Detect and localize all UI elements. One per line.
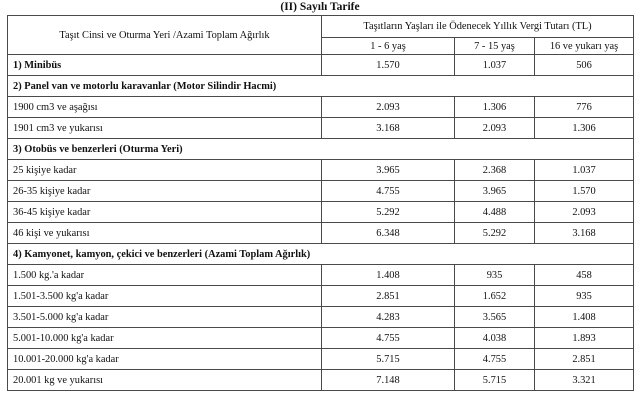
row-label: 1.500 kg.'a kadar — [8, 265, 322, 286]
table-row — [8, 118, 634, 139]
table-cell: 5.292 — [322, 202, 455, 223]
table-row — [8, 265, 634, 286]
table-cell: 4.038 — [455, 328, 535, 349]
table-row — [8, 160, 634, 181]
table-cell: 4.488 — [455, 202, 535, 223]
table-cell: 1.408 — [535, 307, 634, 328]
table-row — [8, 349, 634, 370]
table-cell: 2.368 — [455, 160, 535, 181]
section-row-bus — [8, 139, 634, 160]
section-row-panel-van — [8, 76, 634, 97]
section-row-minibus — [8, 55, 634, 76]
table-row — [8, 286, 634, 307]
table-row — [8, 370, 634, 391]
row-label: 36-45 kişiye kadar — [8, 202, 322, 223]
row-label: 1900 cm3 ve aşağısı — [8, 97, 322, 118]
row-label: 1901 cm3 ve yukarısı — [8, 118, 322, 139]
table-cell: 3.565 — [455, 307, 535, 328]
section-label: 3) Otobüs ve benzerleri (Oturma Yeri) — [8, 139, 634, 160]
row-label: 20.001 kg ve yukarısı — [8, 370, 322, 391]
table-row — [8, 97, 634, 118]
header-age-1: 1 - 6 yaş — [322, 38, 455, 55]
section-label: 1) Minibüs — [8, 55, 322, 76]
table-cell: 3.168 — [535, 223, 634, 244]
table-cell: 3.168 — [322, 118, 455, 139]
table-cell: 1.037 — [535, 160, 634, 181]
tariff-table — [7, 15, 634, 391]
table-cell: 2.093 — [455, 118, 535, 139]
table-row — [8, 328, 634, 349]
row-label: 10.001-20.000 kg'a kadar — [8, 349, 322, 370]
table-cell: 6.348 — [322, 223, 455, 244]
table-cell: 1.037 — [455, 55, 535, 76]
table-cell: 506 — [535, 55, 634, 76]
table-cell: 4.755 — [322, 181, 455, 202]
table-cell: 5.715 — [322, 349, 455, 370]
table-cell: 4.755 — [322, 328, 455, 349]
table-cell: 5.715 — [455, 370, 535, 391]
table-cell: 935 — [535, 286, 634, 307]
header-tax-amount: Taşıtların Yaşları ile Ödenecek Yıllık Vergi Tutarı (TL) — [322, 16, 634, 38]
header-age-2: 7 - 15 yaş — [455, 38, 535, 55]
table-cell: 458 — [535, 265, 634, 286]
table-cell: 4.755 — [455, 349, 535, 370]
row-label: 46 kişi ve yukarısı — [8, 223, 322, 244]
table-cell: 935 — [455, 265, 535, 286]
row-label: 1.501-3.500 kg'a kadar — [8, 286, 322, 307]
header-row — [8, 16, 634, 38]
table-cell: 1.306 — [455, 97, 535, 118]
table-cell: 2.093 — [322, 97, 455, 118]
table-cell: 1.306 — [535, 118, 634, 139]
page-title: (II) Sayılı Tarife — [280, 1, 360, 13]
row-label: 3.501-5.000 kg'a kadar — [8, 307, 322, 328]
table-cell: 1.893 — [535, 328, 634, 349]
section-label: 2) Panel van ve motorlu karavanlar (Motor Silindir Hacmi) — [8, 76, 634, 97]
row-label: 5.001-10.000 kg'a kadar — [8, 328, 322, 349]
section-label: 4) Kamyonet, kamyon, çekici ve benzerleri (Azami Toplam Ağırlık) — [8, 244, 634, 265]
table-cell: 2.093 — [535, 202, 634, 223]
row-label: 25 kişiye kadar — [8, 160, 322, 181]
table-cell: 1.570 — [322, 55, 455, 76]
table-row — [8, 202, 634, 223]
table-cell: 3.965 — [322, 160, 455, 181]
table-cell: 5.292 — [455, 223, 535, 244]
table-row — [8, 223, 634, 244]
section-row-truck — [8, 244, 634, 265]
table-cell: 776 — [535, 97, 634, 118]
table-cell: 1.570 — [535, 181, 634, 202]
table-cell: 3.965 — [455, 181, 535, 202]
table-cell: 1.408 — [322, 265, 455, 286]
table-cell: 3.321 — [535, 370, 634, 391]
table-cell: 2.851 — [535, 349, 634, 370]
table-cell: 1.652 — [455, 286, 535, 307]
table-cell: 4.283 — [322, 307, 455, 328]
table-cell: 7.148 — [322, 370, 455, 391]
header-vehicle-type: Taşıt Cinsi ve Oturma Yeri /Azami Toplam Ağırlık — [8, 16, 322, 55]
table-row — [8, 181, 634, 202]
row-label: 26-35 kişiye kadar — [8, 181, 322, 202]
table-row — [8, 307, 634, 328]
header-age-3: 16 ve yukarı yaş — [535, 38, 634, 55]
table-cell: 2.851 — [322, 286, 455, 307]
